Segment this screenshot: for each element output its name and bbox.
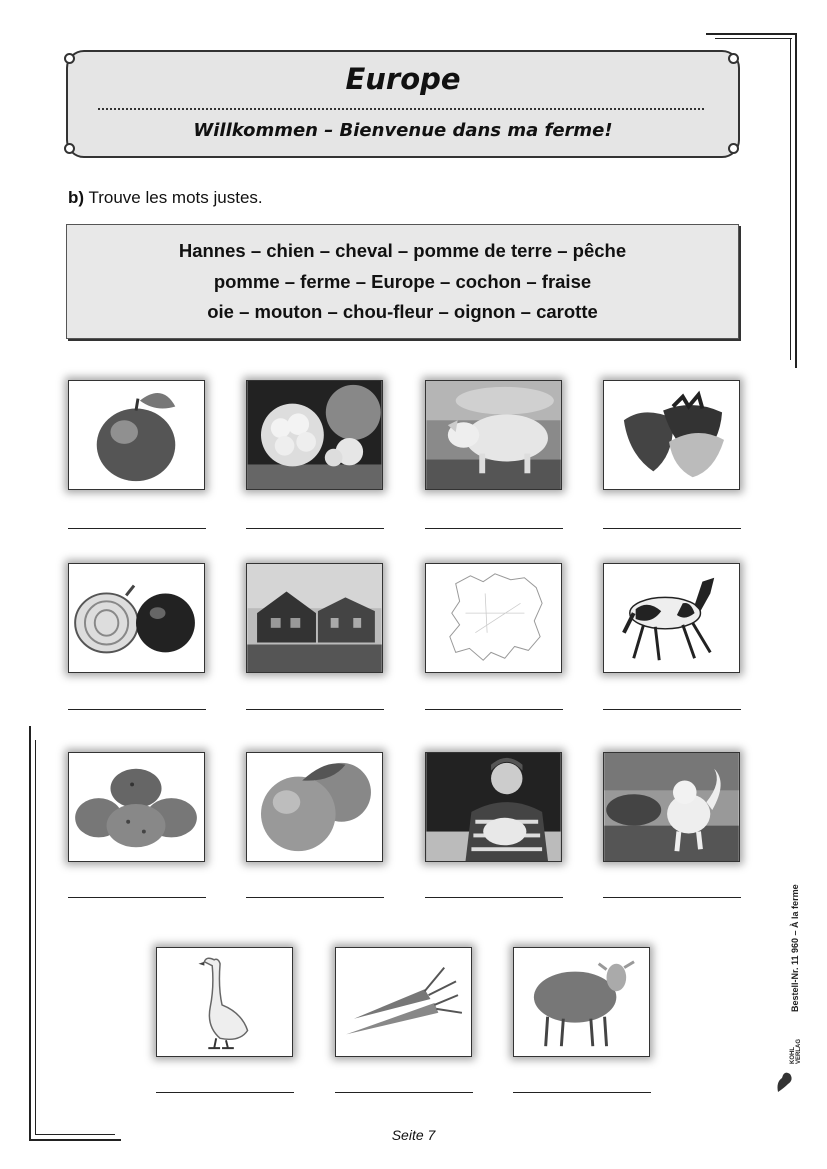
word-bank xyxy=(66,224,739,339)
potato-picture xyxy=(68,752,205,862)
instruction xyxy=(68,188,263,208)
goose-picture xyxy=(156,947,293,1057)
frame-line-right-v2 xyxy=(790,38,791,360)
instruction-marker: b) xyxy=(68,188,85,207)
word-bank-line: pomme – ferme – Europe – cochon – fraise xyxy=(213,271,592,292)
answer-line[interactable] xyxy=(425,709,563,710)
dog-picture xyxy=(603,752,740,862)
word-bank-line: Hannes – chien – cheval – pomme de terre – pêche xyxy=(178,240,627,261)
apple-picture xyxy=(68,380,205,490)
answer-line[interactable] xyxy=(335,1092,473,1093)
onion-picture xyxy=(68,563,205,673)
frame-line-left-v xyxy=(29,726,31,1140)
answer-line[interactable] xyxy=(68,897,206,898)
banner-corner-ornament xyxy=(728,53,739,64)
banner-corner-ornament xyxy=(728,143,739,154)
europe-map-picture xyxy=(425,563,562,673)
horse-picture xyxy=(603,563,740,673)
order-number-text: Bestell-Nr. 11 960 – À la ferme xyxy=(790,884,800,1012)
page-title: Europe xyxy=(345,62,461,96)
frame-line-top-right-h2 xyxy=(715,38,792,39)
boy-picture xyxy=(425,752,562,862)
answer-line[interactable] xyxy=(68,709,206,710)
answer-line[interactable] xyxy=(603,709,741,710)
frame-line-left-v2 xyxy=(35,740,36,1134)
publisher-logo xyxy=(774,1068,796,1094)
page-number: Seite 7 xyxy=(391,1127,436,1143)
carrot-picture xyxy=(335,947,472,1057)
publisher-name: KOHL VERLAG xyxy=(790,1038,802,1064)
answer-line[interactable] xyxy=(68,528,206,529)
farmhouse-picture xyxy=(246,563,383,673)
banner-corner-ornament xyxy=(64,53,75,64)
banner-corner-ornament xyxy=(64,143,75,154)
dotted-divider xyxy=(98,108,704,110)
answer-line[interactable] xyxy=(246,709,384,710)
peach-picture xyxy=(246,752,383,862)
answer-line[interactable] xyxy=(513,1092,651,1093)
sheep-picture xyxy=(513,947,650,1057)
answer-line[interactable] xyxy=(603,528,741,529)
pig-picture xyxy=(425,380,562,490)
answer-line[interactable] xyxy=(603,897,741,898)
instruction-text: Trouve les mots justes. xyxy=(88,188,263,207)
word-bank-line: oie – mouton – chou-fleur – oignon – carotte xyxy=(207,301,598,322)
strawberry-picture xyxy=(603,380,740,490)
title-banner xyxy=(66,50,740,158)
page-subtitle: Willkommen – Bienvenue dans ma ferme! xyxy=(193,120,613,141)
answer-line[interactable] xyxy=(425,897,563,898)
cauliflower-picture xyxy=(246,380,383,490)
answer-line[interactable] xyxy=(246,897,384,898)
answer-line[interactable] xyxy=(425,528,563,529)
frame-line-top-right-h xyxy=(706,33,796,35)
answer-line[interactable] xyxy=(246,528,384,529)
frame-line-right-v xyxy=(795,33,797,368)
answer-line[interactable] xyxy=(156,1092,294,1093)
